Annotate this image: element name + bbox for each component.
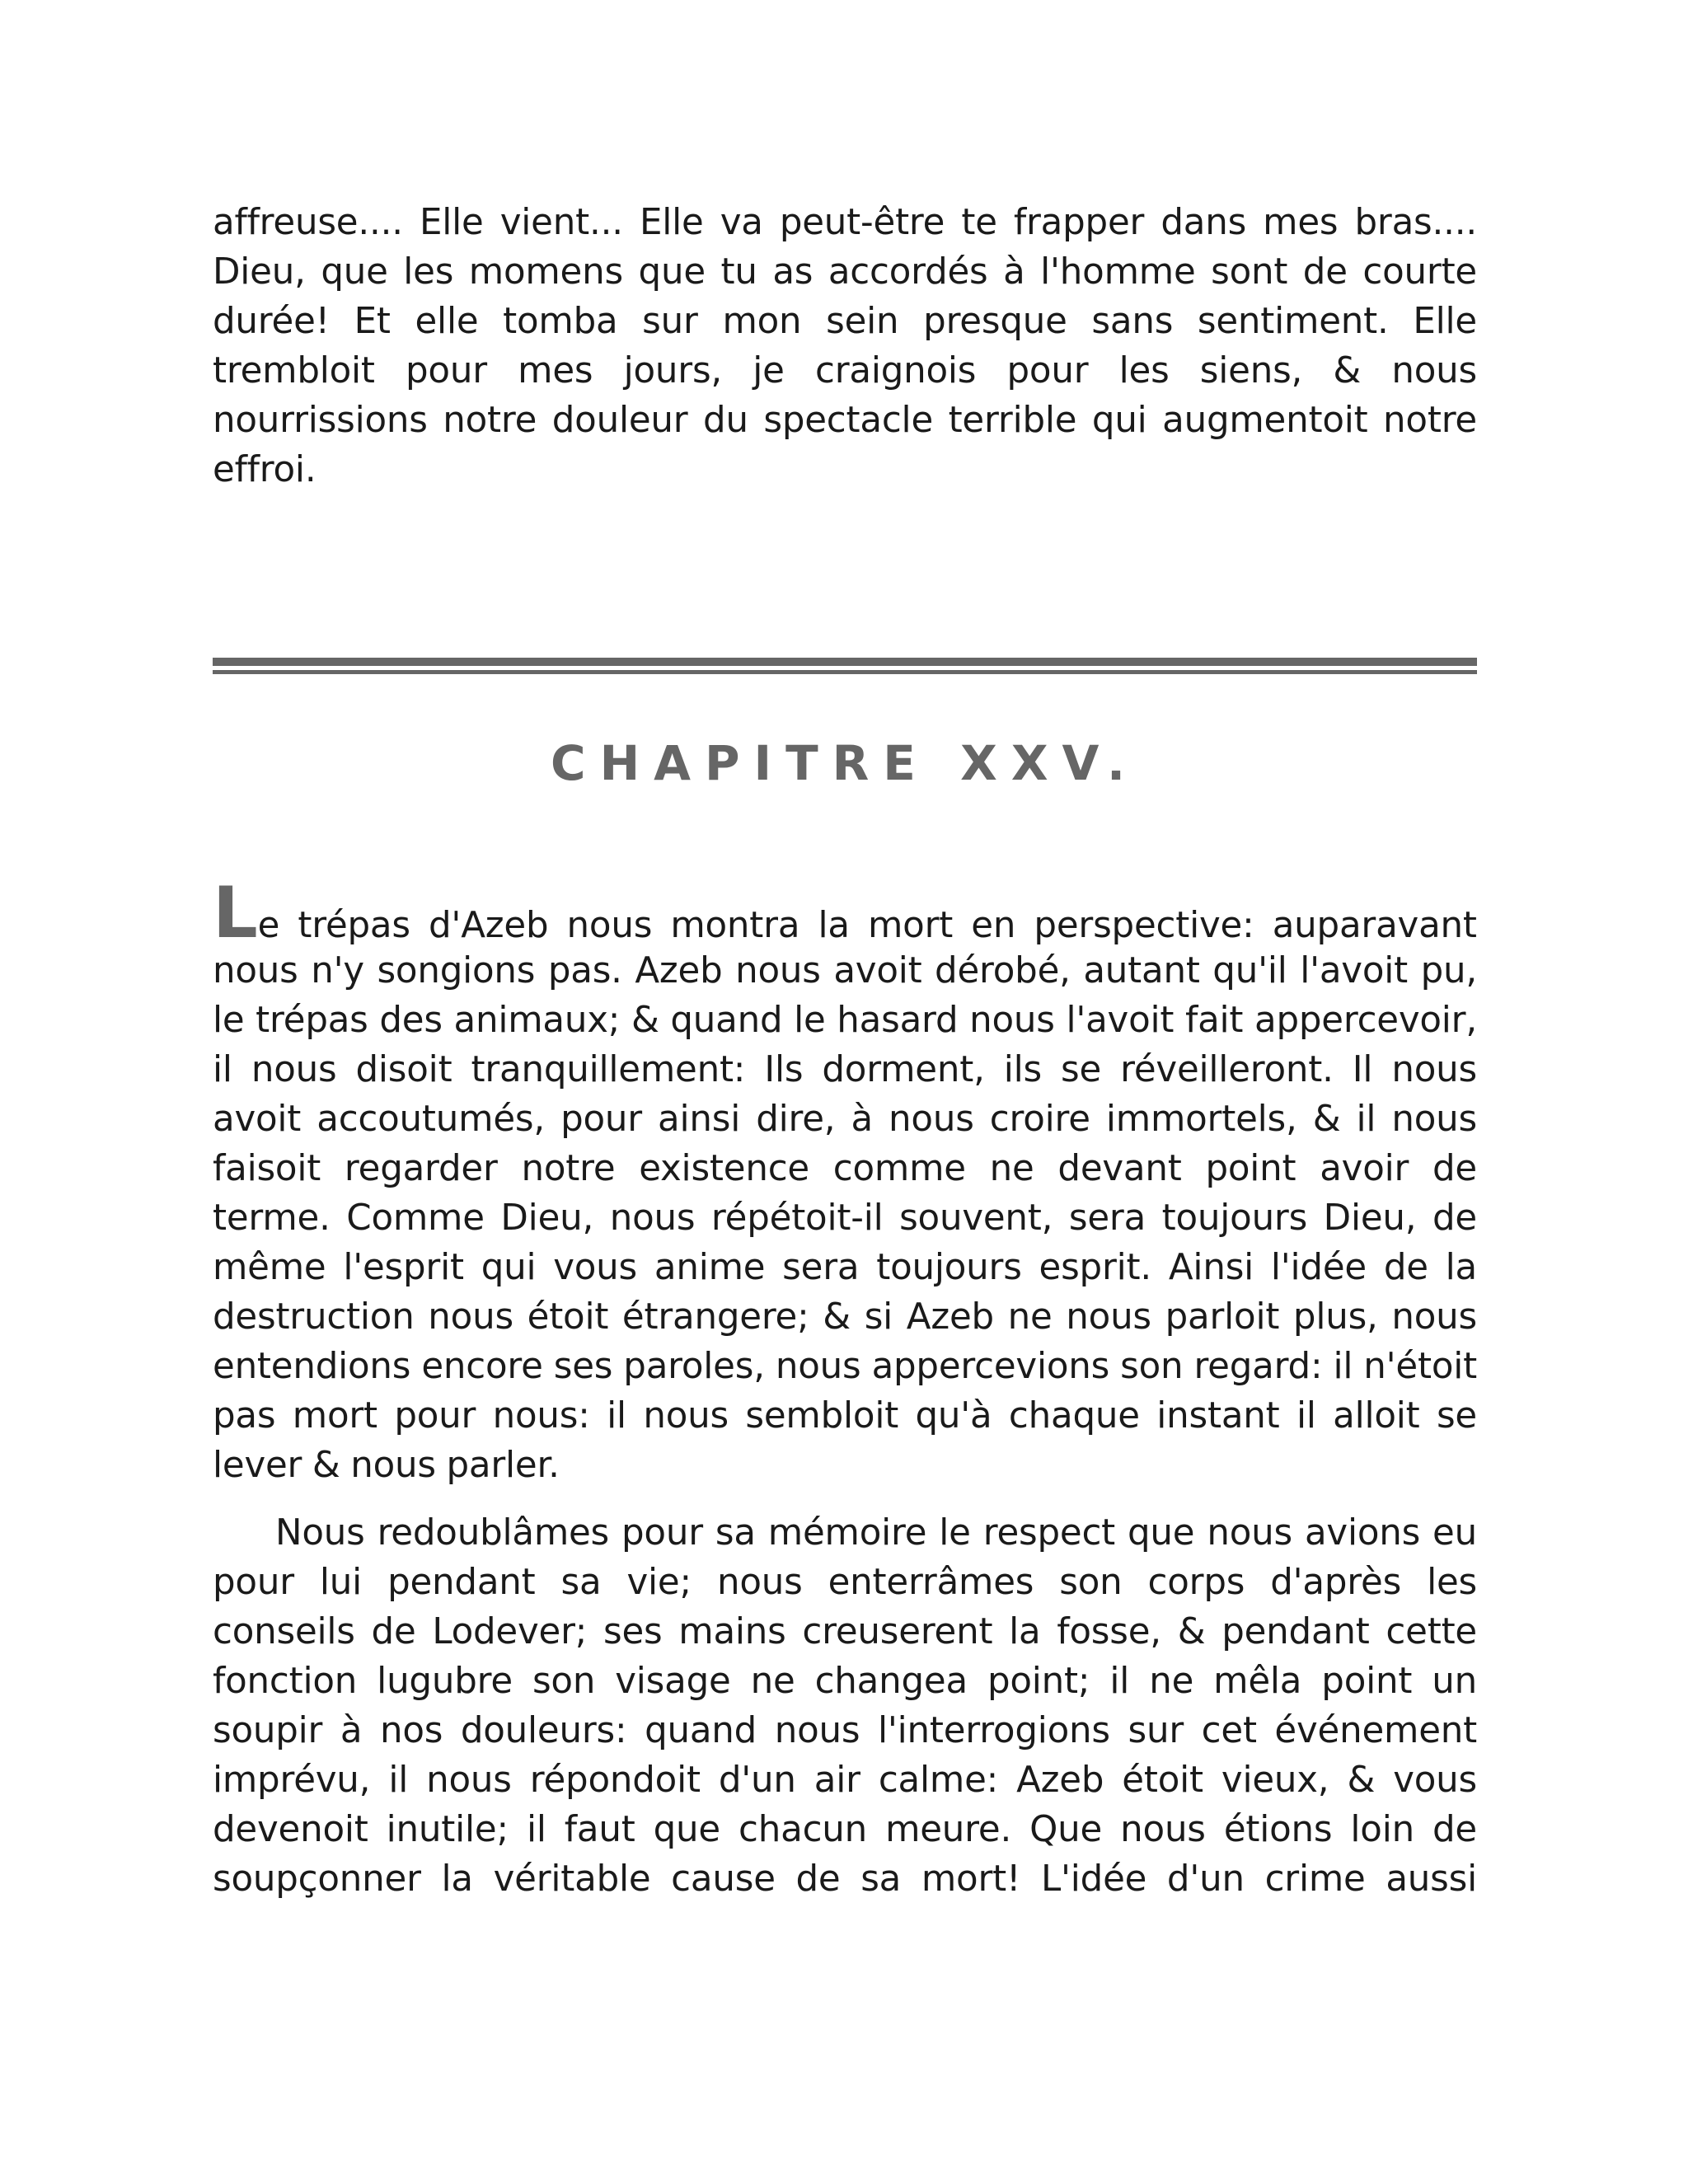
chapter-paragraph-1: nous n'y songions pas. Azeb nous avoit dérobé, autant qu'il l'avoit pu, le trépas des animaux; & quand le hasard nous l'avoit fait appercevoir, il nous disoit tranquillement: Ils dorment, ils se réveilleront. Il nous avoit accoutumés, pour ainsi dire, à nous croire immortels, & il nous faisoit regarder notre existence comme ne devant point avoir de terme. Comme Dieu, nous répétoit-il souvent, sera toujours Dieu, de même l'esprit qui vous anime sera toujours esprit. Ainsi l'idée de la destruction nous étoit étrangere; & si Azeb ne nous parloit plus, nous entendions encore ses paroles, nous appercevions son regard: il n'étoit pas mort pour nous: il nous sembloit qu'à chaque instant il alloit se lever & nous parler. bbox=[213, 950, 1477, 1486]
page-top-text bbox=[213, 198, 1477, 494]
chapter-first-line bbox=[213, 872, 1477, 954]
first-line-text: e trépas d'Azeb nous montra la mort en perspective: auparavant bbox=[257, 905, 1477, 946]
chapter-divider bbox=[213, 658, 1477, 674]
chapter-body bbox=[213, 872, 1477, 1904]
divider-thin-line bbox=[213, 670, 1477, 674]
drop-cap: L bbox=[213, 872, 258, 954]
chapter-paragraph-2: Nous redoublâmes pour sa mémoire le respect que nous avions eu pour lui pendant sa vie; nous enterrâmes son corps d'après les conseils de Lodever; ses mains creuserent la fosse, & pendant cette fonction lugubre son visage ne changea point; il ne mêla point un soupir à nos douleurs: quand nous l'interrogions sur cet événement imprévu, il nous répondoit d'un air calme: Azeb étoit vieux, & vous devenoit inutile; il faut que chacun meure. Que nous étions loin de soupçonner la véritable cause de sa mort! L'idée d'un crime aussi bbox=[213, 1512, 1477, 1900]
top-paragraph: affreuse.... Elle vient... Elle va peut-être te frapper dans mes bras.... Dieu, que les momens que tu as accordés à l'homme sont de courte durée! Et elle tomba sur mon sein presque sans sentiment. Elle trembloit pour mes jours, je craignois pour les siens, & nous nourrissions notre douleur du spectacle terrible qui augmentoit notre effroi. bbox=[213, 202, 1477, 490]
chapter-title: CHAPITRE XXV. bbox=[551, 735, 1139, 791]
divider-thick-line bbox=[213, 658, 1477, 666]
